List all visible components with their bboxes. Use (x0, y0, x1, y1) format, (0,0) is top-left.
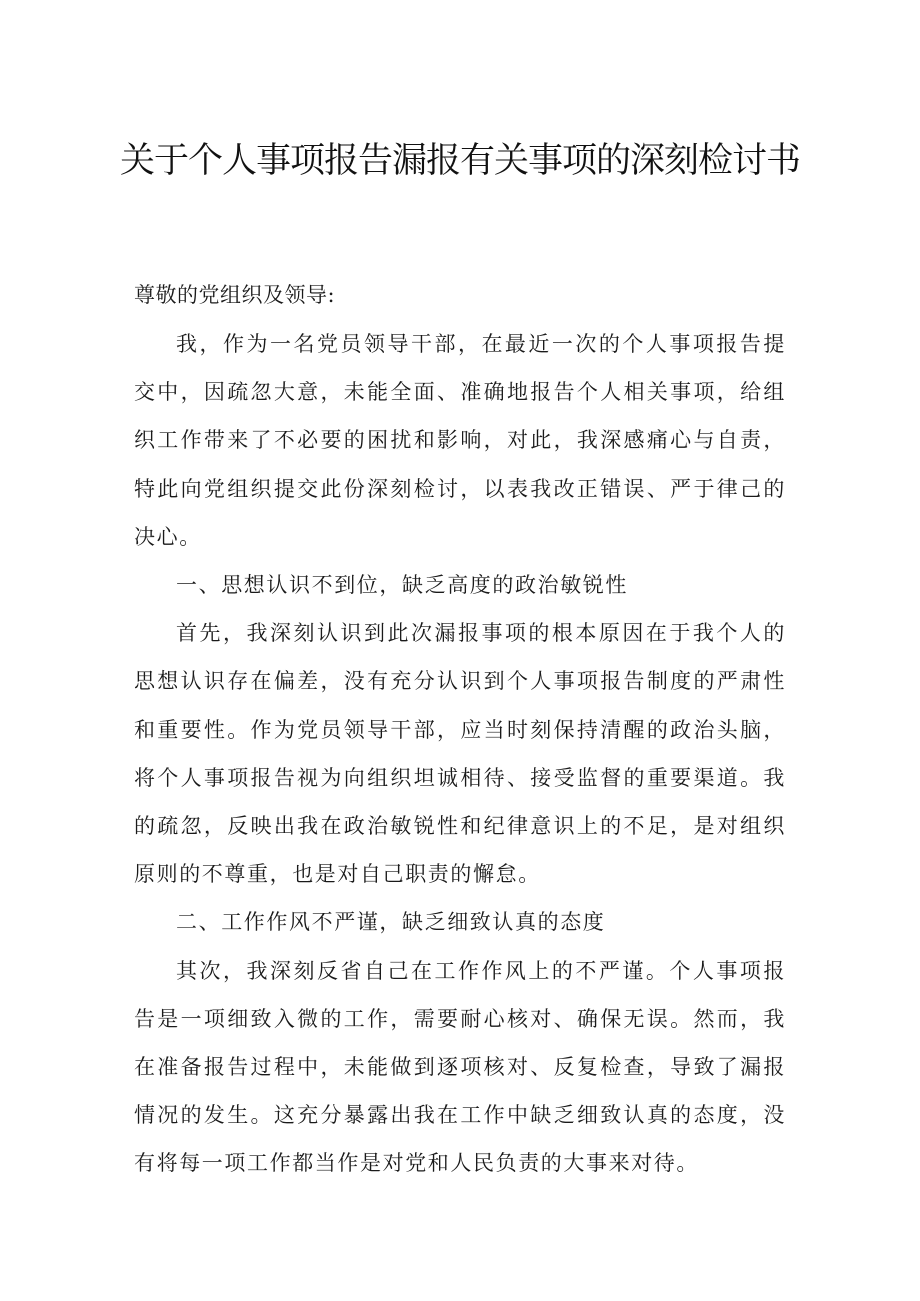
section-heading-2: 二、工作作风不严谨，缺乏细致认真的态度 (176, 910, 606, 935)
document-title: 关于个人事项报告漏报有关事项的深刻检讨书 (120, 141, 801, 181)
document-body (134, 320, 786, 1188)
section-paragraph-1: 首先，我深刻认识到此次漏报事项的根本原因在于我个人的思想认识存在偏差，没有充分认识到个人事项报告制度的严肃性和重要性。作为党员领导干部，应当时刻保持清醒的政治头脑，将个人事项报告视为向组织坦诚相待、接受监督的重要渠道。我的疏忽，反映出我在政治敏锐性和纪律意识上的不足，是对组织原则的不尊重，也是对自己职责的懈怠。 (134, 621, 786, 887)
section-heading-1: 一、思想认识不到位，缺乏高度的政治敏锐性 (176, 573, 628, 598)
salutation: 尊敬的党组织及领导: (134, 283, 336, 307)
section-paragraph-2: 其次，我深刻反省自己在工作作风上的不严谨。个人事项报告是一项细致入微的工作，需要耐心核对、确保无误。然而，我在准备报告过程中，未能做到逐项核对、反复检查，导致了漏报情况的发生。这充分暴露出我在工作中缺乏细致认真的态度，没有将每一项工作都当作是对党和人民负责的大事来对待。 (134, 958, 786, 1176)
intro-paragraph: 我，作为一名党员领导干部，在最近一次的个人事项报告提交中，因疏忽大意，未能全面、准确地报告个人相关事项，给组织工作带来了不必要的困扰和影响，对此，我深感痛心与自责，特此向党组织提交此份深刻检讨，以表我改正错误、严于律己的决心。 (134, 332, 786, 549)
